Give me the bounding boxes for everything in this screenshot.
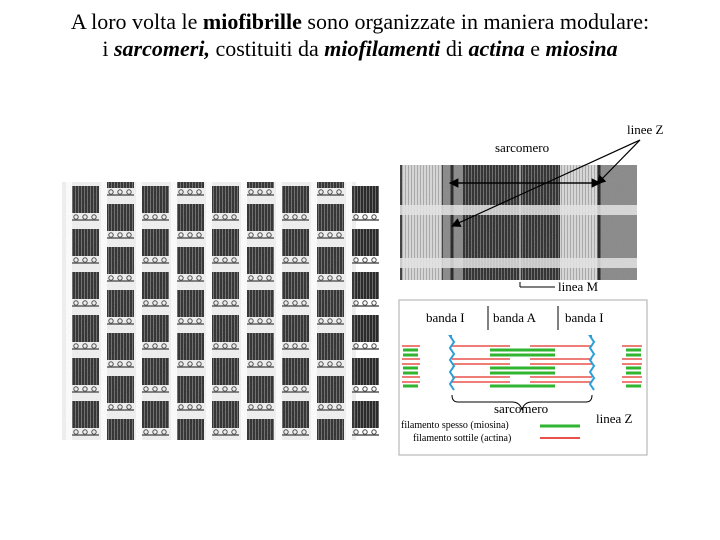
micrograph-grain	[62, 182, 356, 440]
label-sarcomero-top: sarcomero	[495, 140, 550, 155]
vesicle	[372, 430, 376, 434]
title-line-1: A loro volta le miofibrille sono organizzate in maniera modulare:	[70, 9, 650, 34]
label-banda-a: banda A	[493, 310, 536, 325]
vesicle	[372, 344, 376, 348]
label-linea-m: linea M	[558, 279, 599, 294]
m-line-pointer	[520, 282, 555, 287]
legend-thin-label: filamento sottile (actina)	[413, 433, 512, 444]
a-band-block	[352, 229, 379, 256]
vesicle	[363, 301, 367, 305]
micrograph-grain	[400, 165, 637, 280]
title-line-2: i sarcomeri, costituiti da miofilamenti di actina e miosina	[102, 36, 618, 61]
label-sarcomero-bottom: sarcomero	[494, 401, 549, 416]
term-miofibrille: miofibrille	[202, 9, 302, 34]
vesicle	[372, 387, 376, 391]
vesicle	[372, 301, 376, 305]
term-miofilamenti: miofilamenti	[324, 36, 441, 61]
vesicle	[372, 258, 376, 262]
vesicle	[363, 215, 367, 219]
label-linee-z: linee Z	[627, 122, 664, 137]
label-linea-z: linea Z	[596, 411, 633, 426]
vesicle	[363, 430, 367, 434]
vesicle	[363, 387, 367, 391]
term-actina: actina	[468, 36, 525, 61]
a-band-block	[352, 186, 379, 213]
vesicle	[372, 215, 376, 219]
term-sarcomeri: sarcomeri,	[114, 36, 210, 61]
label-banda-i-right: banda I	[565, 310, 604, 325]
sarcomere-micrograph	[400, 165, 637, 280]
a-band-block	[352, 272, 379, 299]
legend-thick-label: filamento spesso (miosina)	[401, 420, 509, 431]
label-banda-i-left: banda I	[426, 310, 465, 325]
a-band-block	[352, 358, 379, 385]
a-band-block	[352, 315, 379, 342]
a-band-block	[352, 401, 379, 428]
myofibril-micrograph	[62, 182, 379, 440]
vesicle	[363, 344, 367, 348]
vesicle	[363, 258, 367, 262]
term-miosina: miosina	[545, 36, 618, 61]
